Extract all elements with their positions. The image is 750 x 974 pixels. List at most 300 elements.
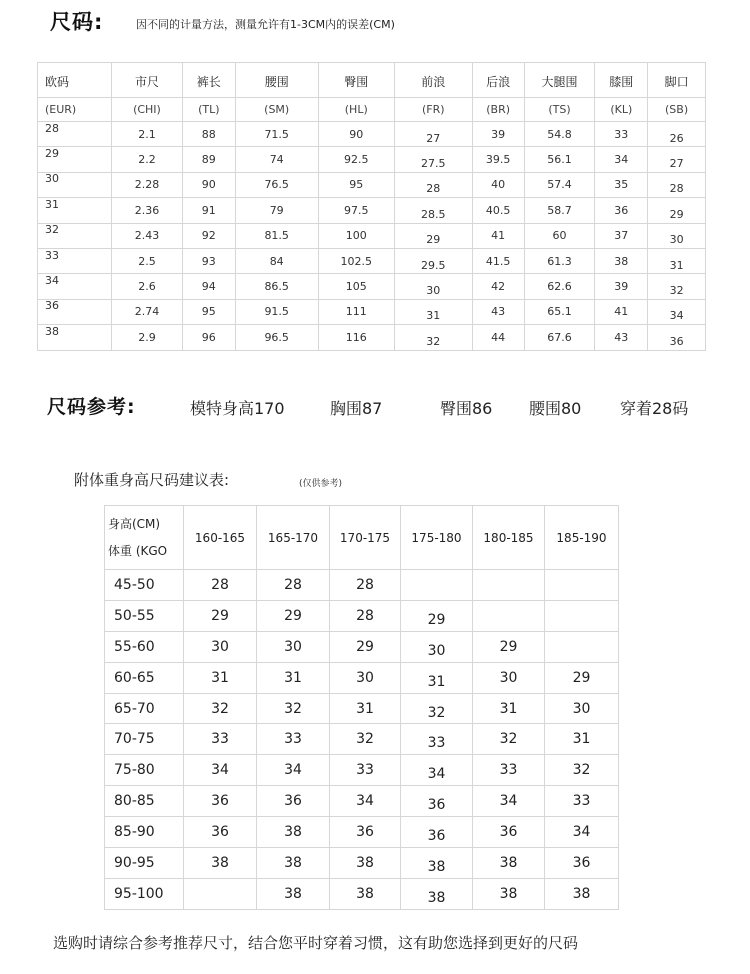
cell-value: 61.3 <box>547 254 572 268</box>
column-abbr: (SB) <box>648 98 706 122</box>
weight-range: 50-55 <box>105 600 184 631</box>
size-measurement-table <box>37 62 706 351</box>
size-cell <box>330 600 401 631</box>
table-cell <box>318 299 394 324</box>
column-abbr: (EUR) <box>38 98 112 122</box>
size-cell <box>401 662 473 693</box>
cell-value: 39 <box>491 127 506 141</box>
cell-value: 36 <box>614 203 629 217</box>
column-abbr: (BR) <box>472 98 524 122</box>
size-cell <box>184 786 257 817</box>
cell-value: 31 <box>426 309 441 323</box>
height-range-header: 170-175 <box>330 506 401 570</box>
table-cell <box>182 274 235 299</box>
table-cell <box>318 147 394 172</box>
table-cell <box>318 274 394 299</box>
table-cell <box>595 172 648 197</box>
size-cell <box>545 662 619 693</box>
table-row <box>105 600 619 631</box>
cell-value: 89 <box>201 153 216 167</box>
table-cell <box>38 325 112 350</box>
table-cell <box>38 147 112 172</box>
cell-value: 2.5 <box>138 254 156 268</box>
size-value: 38 <box>284 824 302 841</box>
size-cell <box>257 878 330 909</box>
table-row <box>105 724 619 755</box>
cell-value: 39 <box>614 280 629 294</box>
table-row <box>38 172 706 197</box>
table-cell <box>111 147 182 172</box>
size-cell <box>473 570 545 601</box>
table-cell <box>111 274 182 299</box>
table-cell <box>38 299 112 324</box>
cell-value: 36 <box>669 334 684 348</box>
cell-value: 28.5 <box>421 207 446 221</box>
size-value: 31 <box>284 669 302 686</box>
table-cell <box>648 299 706 324</box>
size-value: 33 <box>356 762 374 779</box>
table-cell <box>182 325 235 350</box>
table-cell <box>111 248 182 273</box>
size-cell <box>545 631 619 662</box>
cell-value: 88 <box>201 127 216 141</box>
table-cell <box>595 122 648 147</box>
size-cell <box>545 600 619 631</box>
table-cell <box>235 198 318 223</box>
cell-value: 2.6 <box>138 280 156 294</box>
size-cell <box>330 570 401 601</box>
cell-value: 30 <box>426 284 441 298</box>
cell-value: 26 <box>669 131 684 145</box>
size-value: 32 <box>427 704 446 721</box>
size-cell <box>330 848 401 879</box>
table-cell <box>318 325 394 350</box>
cell-value: 2.28 <box>134 178 160 192</box>
table-cell <box>111 325 182 350</box>
cell-value: 44 <box>491 330 506 344</box>
table-cell <box>648 147 706 172</box>
column-header: 大腿围 <box>524 63 595 98</box>
table-cell <box>182 198 235 223</box>
size-cell <box>330 662 401 693</box>
cell-value: 56.1 <box>547 153 572 167</box>
cell-value: 76.5 <box>264 178 289 192</box>
cell-value: 37 <box>614 229 629 243</box>
table-cell <box>394 299 472 324</box>
table-cell <box>394 122 472 147</box>
table-cell <box>648 172 706 197</box>
table-cell <box>38 122 112 147</box>
height-range-header: 185-190 <box>545 506 619 570</box>
cell-value: 84 <box>269 254 284 268</box>
table-cell <box>318 172 394 197</box>
cell-value: 96 <box>201 330 216 344</box>
size-value: 33 <box>427 735 446 752</box>
table-cell <box>182 122 235 147</box>
table-cell <box>472 147 524 172</box>
size-value: 38 <box>427 889 446 906</box>
size-value: 32 <box>284 700 302 717</box>
table-row <box>105 878 619 909</box>
cell-value: 34 <box>614 153 629 167</box>
cell-value: 92.5 <box>344 153 369 167</box>
size-value: 29 <box>499 638 518 655</box>
column-header: 膝围 <box>595 63 648 98</box>
size-value: 38 <box>356 885 374 902</box>
size-value: 38 <box>427 858 446 875</box>
cell-value: 91.5 <box>264 305 289 319</box>
table-row <box>38 299 706 324</box>
cell-value: 90 <box>349 127 364 141</box>
table-cell <box>182 223 235 248</box>
column-header: 裤长 <box>182 63 235 98</box>
table-cell <box>235 147 318 172</box>
table-cell <box>595 147 648 172</box>
column-header: 臀围 <box>318 63 394 98</box>
table-cell <box>648 122 706 147</box>
size-cell <box>473 600 545 631</box>
size-cell <box>257 848 330 879</box>
table-cell <box>524 122 595 147</box>
model-chest: 胸围87 <box>330 399 383 418</box>
size-cell <box>401 786 473 817</box>
size-value: 36 <box>211 824 229 841</box>
model-hip: 臀围86 <box>440 399 493 418</box>
size-cell <box>330 755 401 786</box>
height-header-row <box>105 506 619 570</box>
table-row <box>105 662 619 693</box>
cell-value: 71.5 <box>264 127 289 141</box>
size-value: 36 <box>284 793 302 810</box>
size-cell <box>184 755 257 786</box>
size-value: 38 <box>499 854 518 871</box>
table-cell <box>111 122 182 147</box>
table-row <box>105 786 619 817</box>
size-cell <box>330 817 401 848</box>
size-value: 30 <box>499 669 518 686</box>
cell-value: 40 <box>491 178 506 192</box>
table-row <box>105 631 619 662</box>
cell-value: 2.43 <box>134 229 160 243</box>
table-cell <box>472 274 524 299</box>
cell-value: 60 <box>552 229 567 243</box>
cell-value: 43 <box>491 305 506 319</box>
table-cell <box>472 122 524 147</box>
size-cell <box>545 724 619 755</box>
size-value: 34 <box>499 793 518 810</box>
size-cell <box>184 631 257 662</box>
size-value: 32 <box>499 731 518 748</box>
cell-value: 2.36 <box>134 203 160 217</box>
size-value: 36 <box>211 793 229 810</box>
cell-value: 36 <box>45 299 59 313</box>
size-cell <box>184 600 257 631</box>
size-cell <box>184 724 257 755</box>
cell-value: 116 <box>345 330 367 344</box>
weight-height-size-table <box>104 505 619 910</box>
size-cell <box>473 631 545 662</box>
measurement-note: 因不同的计量方法，测量允许有1-3CM内的误差(CM) <box>136 18 395 31</box>
column-abbr: (CHI) <box>111 98 182 122</box>
size-value: 30 <box>356 669 374 686</box>
table-cell <box>318 248 394 273</box>
size-chart-title: 尺码: <box>50 10 104 34</box>
table-cell <box>38 198 112 223</box>
size-value: 32 <box>211 700 229 717</box>
header-row-cn <box>38 63 706 98</box>
size-value: 38 <box>211 854 229 871</box>
weight-range: 90-95 <box>105 848 184 879</box>
size-cell <box>473 878 545 909</box>
size-value: 29 <box>427 611 446 628</box>
size-cell <box>257 693 330 724</box>
table-cell <box>111 299 182 324</box>
weight-range: 95-100 <box>105 878 184 909</box>
cell-value: 67.6 <box>547 330 572 344</box>
size-value: 32 <box>572 762 591 779</box>
size-value: 36 <box>427 797 446 814</box>
table-cell <box>38 172 112 197</box>
cell-value: 95 <box>349 178 364 192</box>
cell-value: 94 <box>201 280 216 294</box>
table-cell <box>111 223 182 248</box>
table-cell <box>472 198 524 223</box>
size-cell <box>330 631 401 662</box>
cell-value: 43 <box>614 330 629 344</box>
size-cell <box>257 817 330 848</box>
size-value: 32 <box>356 731 374 748</box>
size-value: 31 <box>427 673 446 690</box>
recommendation-title: 附体重身高尺码建议表: <box>74 471 230 489</box>
table-cell <box>182 172 235 197</box>
cell-value: 29.5 <box>421 258 446 272</box>
weight-range: 55-60 <box>105 631 184 662</box>
table-cell <box>472 172 524 197</box>
model-waist: 腰围80 <box>529 399 582 418</box>
column-abbr: (FR) <box>394 98 472 122</box>
size-value: 30 <box>211 638 229 655</box>
height-range-header: 165-170 <box>257 506 330 570</box>
table-cell <box>235 172 318 197</box>
weight-range: 60-65 <box>105 662 184 693</box>
table-row <box>105 693 619 724</box>
table-cell <box>38 248 112 273</box>
cell-value: 41 <box>614 305 629 319</box>
size-cell <box>401 570 473 601</box>
size-value: 36 <box>356 824 374 841</box>
cell-value: 41 <box>491 229 506 243</box>
size-value: 28 <box>356 607 374 624</box>
table-cell <box>595 223 648 248</box>
size-cell <box>257 786 330 817</box>
cell-value: 42 <box>491 280 506 294</box>
cell-value: 38 <box>45 324 59 338</box>
size-cell <box>473 786 545 817</box>
table-cell <box>111 172 182 197</box>
height-axis-label: 身高(CM) <box>108 516 161 531</box>
column-header: 后浪 <box>472 63 524 98</box>
cell-value: 100 <box>345 229 367 243</box>
weight-range: 70-75 <box>105 724 184 755</box>
cell-value: 54.8 <box>547 127 572 141</box>
column-header: 前浪 <box>394 63 472 98</box>
size-value: 28 <box>284 576 302 593</box>
cell-value: 95 <box>201 305 216 319</box>
size-value: 38 <box>284 885 302 902</box>
weight-range: 85-90 <box>105 817 184 848</box>
table-cell <box>318 198 394 223</box>
table-cell <box>182 147 235 172</box>
table-row <box>105 755 619 786</box>
cell-value: 86.5 <box>264 280 289 294</box>
size-value: 28 <box>356 576 374 593</box>
cell-value: 27 <box>669 157 684 171</box>
size-cell <box>257 631 330 662</box>
cell-value: 32 <box>45 223 59 237</box>
size-cell <box>257 662 330 693</box>
size-cell <box>184 878 257 909</box>
table-cell <box>182 299 235 324</box>
size-reference-title: 尺码参考: <box>47 396 136 418</box>
table-cell <box>648 325 706 350</box>
size-value: 29 <box>572 669 591 686</box>
size-cell <box>257 570 330 601</box>
cell-value: 32 <box>426 334 441 348</box>
table-cell <box>648 198 706 223</box>
cell-value: 2.2 <box>138 153 156 167</box>
table-cell <box>595 198 648 223</box>
table-cell <box>524 299 595 324</box>
size-cell <box>545 693 619 724</box>
corner-cell <box>105 506 184 570</box>
size-cell <box>330 878 401 909</box>
cell-value: 29 <box>669 207 684 221</box>
size-value: 38 <box>499 885 518 902</box>
table-cell <box>38 223 112 248</box>
table-cell <box>524 325 595 350</box>
column-header: 市尺 <box>111 63 182 98</box>
table-cell <box>524 198 595 223</box>
weight-range: 65-70 <box>105 693 184 724</box>
size-value: 38 <box>356 854 374 871</box>
size-value: 29 <box>356 638 374 655</box>
cell-value: 29 <box>426 233 441 247</box>
column-abbr: (HL) <box>318 98 394 122</box>
cell-value: 28 <box>45 121 59 135</box>
size-cell <box>401 631 473 662</box>
cell-value: 81.5 <box>264 229 289 243</box>
height-range-header: 175-180 <box>401 506 473 570</box>
table-cell <box>318 223 394 248</box>
table-cell <box>394 198 472 223</box>
column-header: 欧码 <box>38 63 112 98</box>
table-cell <box>524 223 595 248</box>
size-cell <box>401 817 473 848</box>
column-abbr: (TS) <box>524 98 595 122</box>
cell-value: 90 <box>201 178 216 192</box>
cell-value: 31 <box>669 258 684 272</box>
header-row-abbr <box>38 98 706 122</box>
model-height: 模特身高170 <box>190 399 285 418</box>
weight-range: 75-80 <box>105 755 184 786</box>
size-cell <box>401 878 473 909</box>
size-cell <box>184 570 257 601</box>
table-cell <box>235 223 318 248</box>
size-cell <box>473 724 545 755</box>
cell-value: 58.7 <box>547 203 572 217</box>
cell-value: 74 <box>269 153 284 167</box>
table-cell <box>394 147 472 172</box>
size-cell <box>545 817 619 848</box>
table-cell <box>235 274 318 299</box>
size-cell <box>545 848 619 879</box>
column-header: 腰围 <box>235 63 318 98</box>
table-cell <box>394 248 472 273</box>
cell-value: 33 <box>45 248 59 262</box>
size-value: 34 <box>211 762 229 779</box>
cell-value: 111 <box>345 305 367 319</box>
table-cell <box>235 325 318 350</box>
cell-value: 38 <box>614 254 629 268</box>
size-cell <box>401 600 473 631</box>
size-value: 30 <box>427 642 446 659</box>
table-row <box>38 223 706 248</box>
weight-range: 80-85 <box>105 786 184 817</box>
size-value: 38 <box>572 885 591 902</box>
cell-value: 97.5 <box>344 203 369 217</box>
table-cell <box>472 299 524 324</box>
cell-value: 91 <box>201 203 216 217</box>
cell-value: 65.1 <box>547 305 572 319</box>
table-cell <box>318 122 394 147</box>
table-row <box>105 570 619 601</box>
cell-value: 31 <box>45 197 59 211</box>
table-row <box>38 325 706 350</box>
size-value: 31 <box>499 700 518 717</box>
cell-value: 2.74 <box>134 305 160 319</box>
size-cell <box>545 755 619 786</box>
model-wearing-size: 穿着28码 <box>620 399 689 418</box>
size-value: 36 <box>427 828 446 845</box>
table-row <box>38 198 706 223</box>
size-cell <box>184 662 257 693</box>
size-value: 29 <box>284 607 302 624</box>
size-value: 34 <box>572 824 591 841</box>
size-value: 33 <box>284 731 302 748</box>
cell-value: 34 <box>45 274 59 288</box>
column-abbr: (KL) <box>595 98 648 122</box>
table-row <box>38 274 706 299</box>
table-cell <box>595 299 648 324</box>
table-cell <box>648 274 706 299</box>
size-cell <box>545 786 619 817</box>
cell-value: 39.5 <box>485 153 511 167</box>
size-cell <box>545 570 619 601</box>
table-row <box>38 147 706 172</box>
size-cell <box>257 724 330 755</box>
size-cell <box>401 755 473 786</box>
size-value: 33 <box>572 793 591 810</box>
table-cell <box>472 248 524 273</box>
size-cell <box>401 693 473 724</box>
size-cell <box>330 724 401 755</box>
size-cell <box>473 693 545 724</box>
table-cell <box>595 325 648 350</box>
size-value: 33 <box>211 731 229 748</box>
size-cell <box>330 693 401 724</box>
cell-value: 62.6 <box>547 280 572 294</box>
size-cell <box>257 755 330 786</box>
